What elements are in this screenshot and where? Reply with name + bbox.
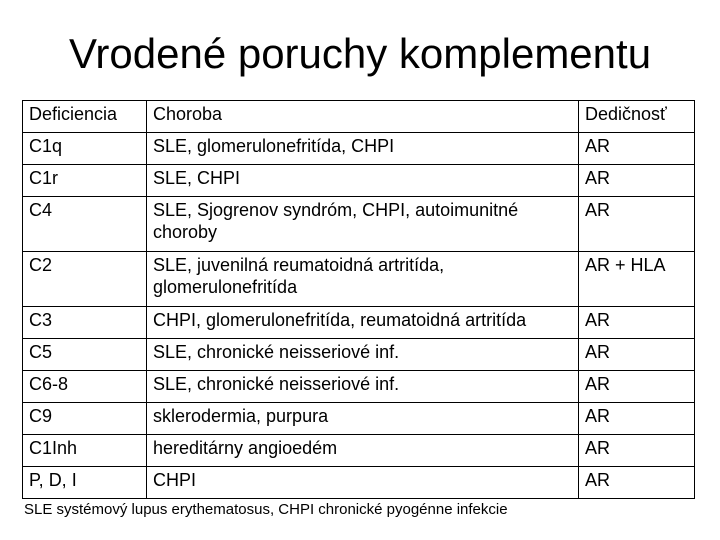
table-row <box>23 252 695 307</box>
cell-deficiency: C1q <box>23 133 147 165</box>
cell-inheritance: AR <box>579 197 695 252</box>
cell-deficiency: C4 <box>23 197 147 252</box>
cell-deficiency: C5 <box>23 339 147 371</box>
cell-deficiency: C1r <box>23 165 147 197</box>
table-row <box>23 165 695 197</box>
table-row <box>23 403 695 435</box>
cell-inheritance: AR <box>579 467 695 499</box>
cell-disease: CHPI, glomerulonefritída, reumatoidná artritída <box>147 307 579 339</box>
table-row <box>23 371 695 403</box>
table-row <box>23 435 695 467</box>
cell-disease: CHPI <box>147 467 579 499</box>
table-row <box>23 197 695 252</box>
cell-inheritance: AR <box>579 133 695 165</box>
cell-inheritance: AR <box>579 339 695 371</box>
cell-disease: SLE, chronické neisseriové inf. <box>147 371 579 403</box>
table-row <box>23 467 695 499</box>
footnote: SLE systémový lupus erythematosus, CHPI chronické pyogénne infekcie <box>24 501 508 518</box>
header-inheritance: Dedičnosť <box>579 101 695 133</box>
cell-inheritance: AR <box>579 307 695 339</box>
cell-deficiency: P, D, I <box>23 467 147 499</box>
table-header-row <box>23 101 695 133</box>
cell-inheritance: AR + HLA <box>579 252 695 307</box>
complement-deficiency-table <box>22 100 694 499</box>
cell-inheritance: AR <box>579 403 695 435</box>
cell-deficiency: C1Inh <box>23 435 147 467</box>
cell-deficiency: C9 <box>23 403 147 435</box>
cell-disease: SLE, CHPI <box>147 165 579 197</box>
cell-disease: sklerodermia, purpura <box>147 403 579 435</box>
cell-inheritance: AR <box>579 435 695 467</box>
cell-disease: SLE, chronické neisseriové inf. <box>147 339 579 371</box>
slide-title: Vrodené poruchy komplementu <box>68 30 652 77</box>
table-row <box>23 133 695 165</box>
cell-deficiency: C2 <box>23 252 147 307</box>
header-deficiency: Deficiencia <box>23 101 147 133</box>
cell-disease: SLE, juvenilná reumatoidná artritída, glomerulonefritída <box>147 252 579 307</box>
cell-inheritance: AR <box>579 371 695 403</box>
table <box>22 100 695 499</box>
cell-disease: hereditárny angioedém <box>147 435 579 467</box>
header-disease: Choroba <box>147 101 579 133</box>
table-row <box>23 339 695 371</box>
cell-deficiency: C6-8 <box>23 371 147 403</box>
cell-deficiency: C3 <box>23 307 147 339</box>
table-row <box>23 307 695 339</box>
cell-disease: SLE, glomerulonefritída, CHPI <box>147 133 579 165</box>
cell-inheritance: AR <box>579 165 695 197</box>
cell-disease: SLE, Sjogrenov syndróm, CHPI, autoimunitné choroby <box>147 197 579 252</box>
